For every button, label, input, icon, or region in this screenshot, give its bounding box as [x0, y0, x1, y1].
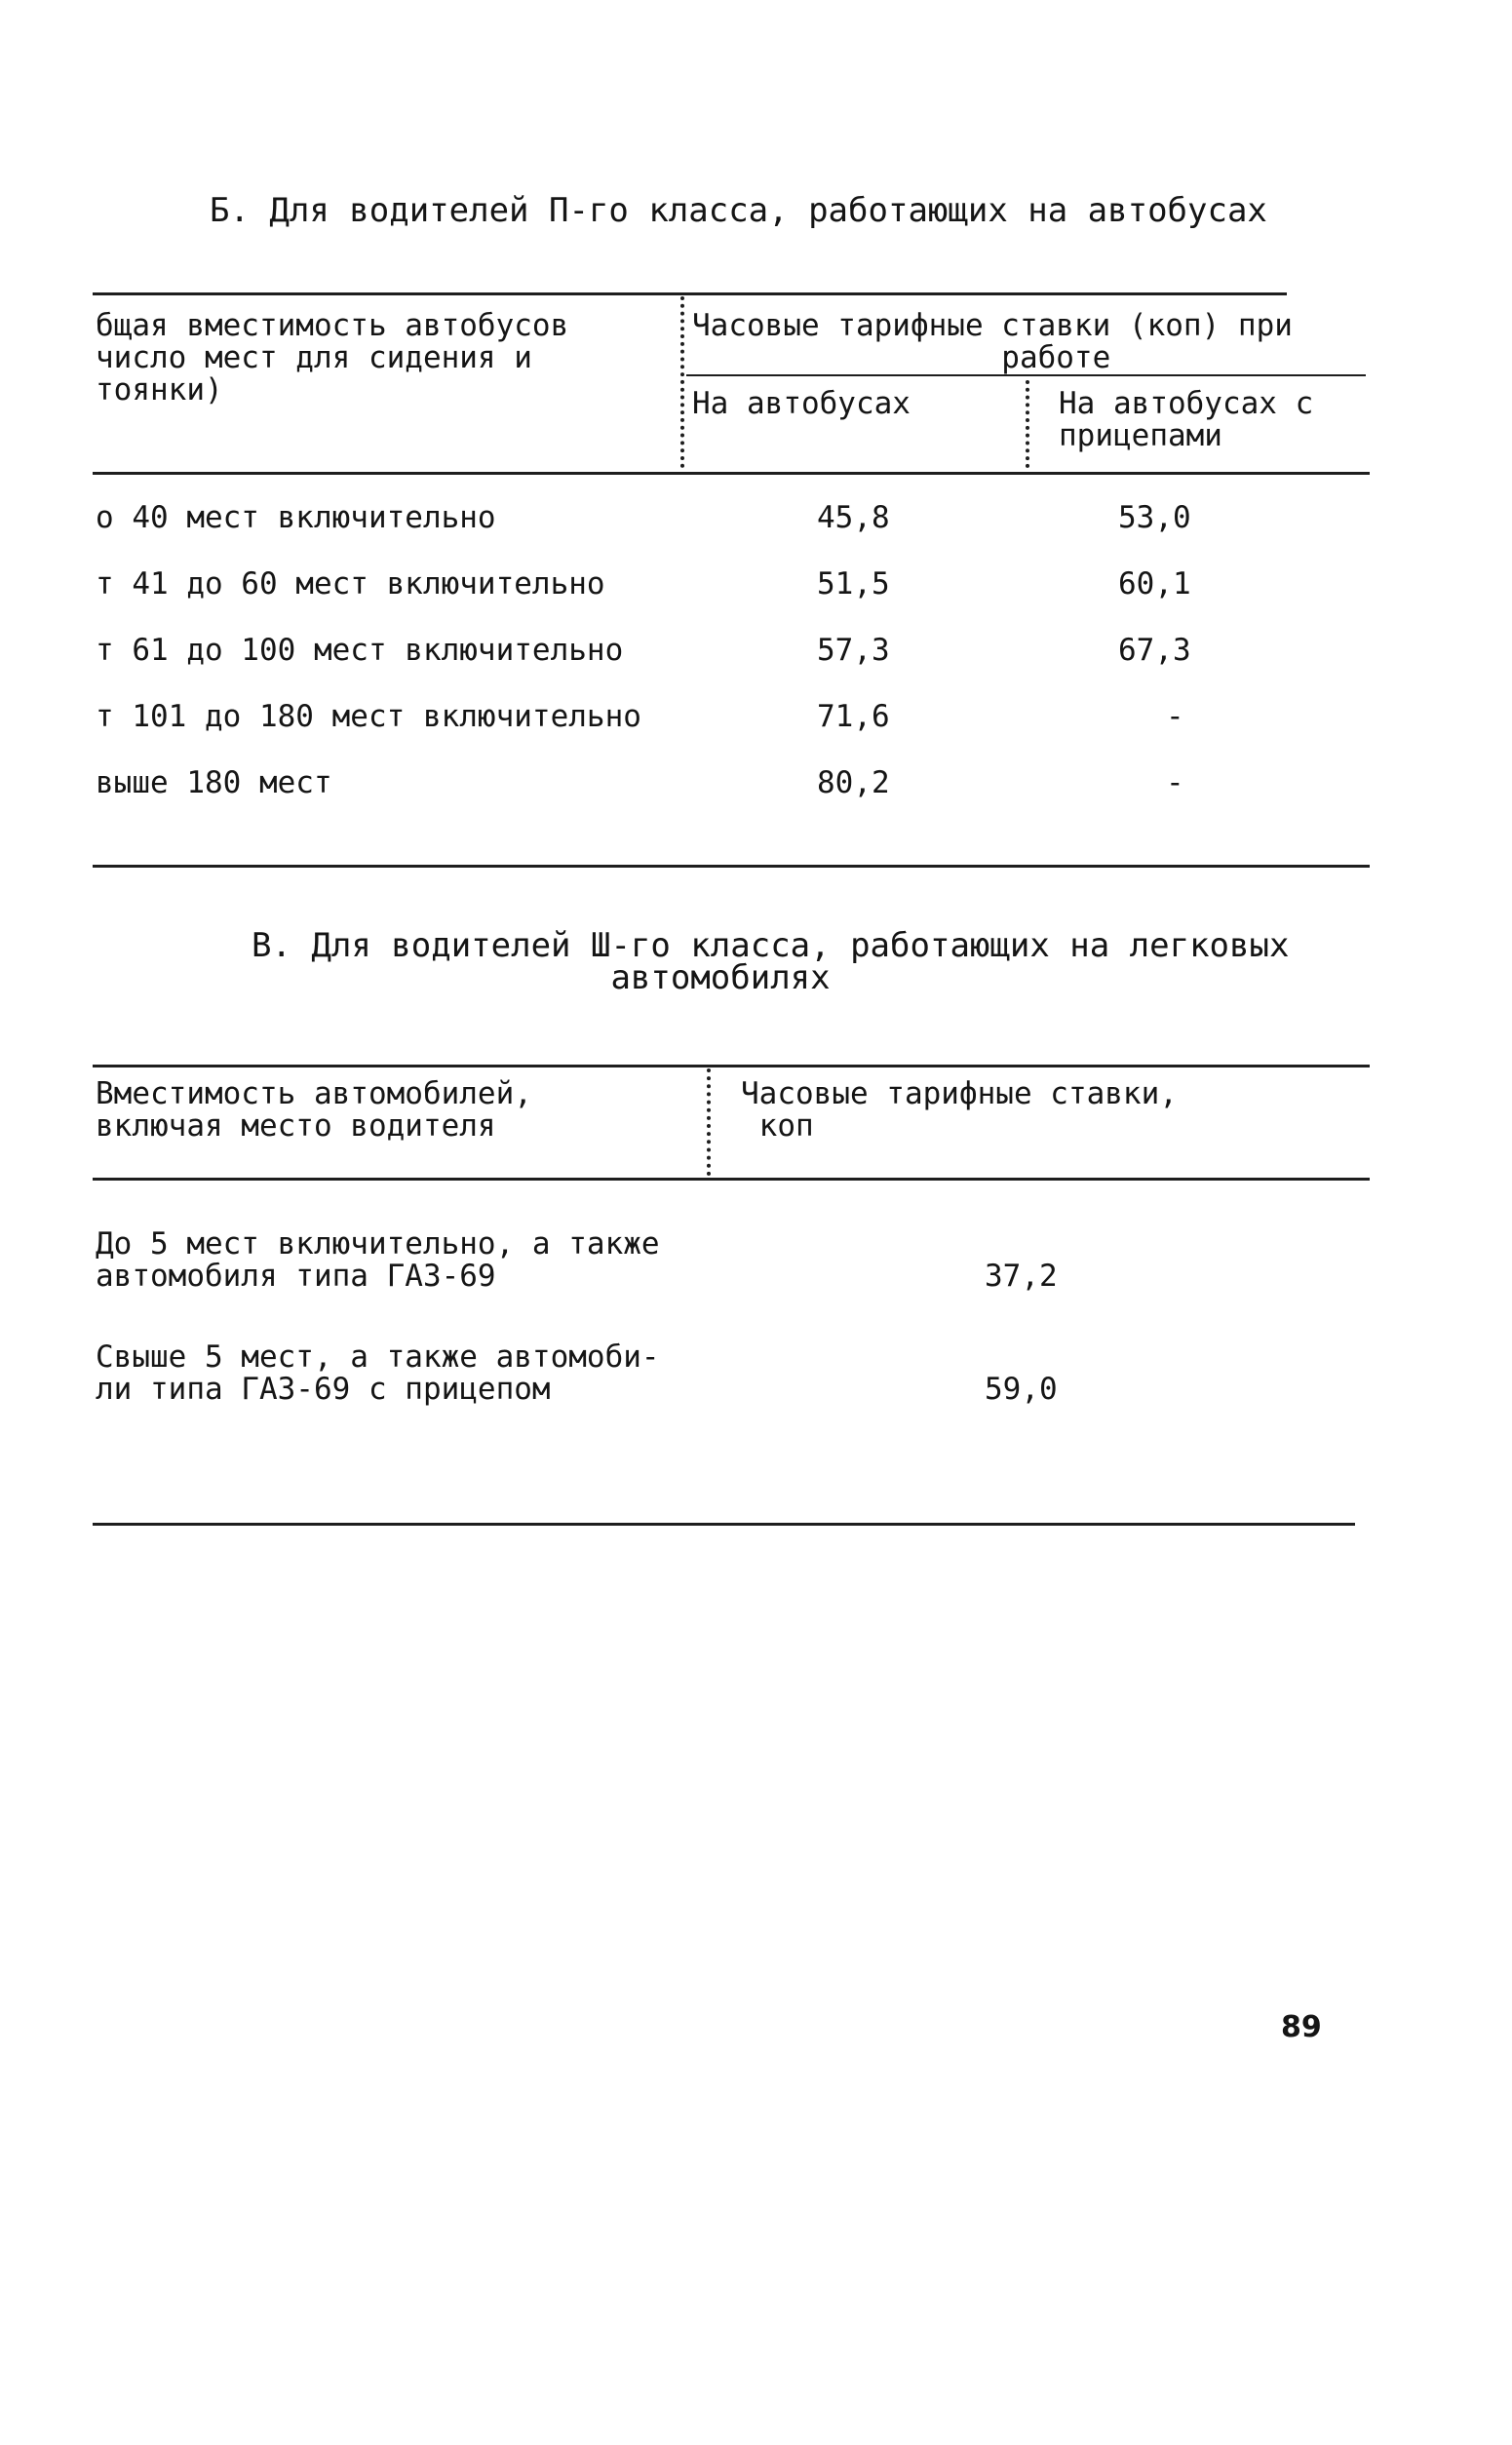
- row-label: о 40 мест включительно: [96, 500, 496, 535]
- row-label: выше 180 мест: [96, 765, 332, 800]
- table-b-top-rule: [93, 292, 1287, 295]
- table-b-header-hourly-rates: Часовые тарифные ставки (коп) при работе: [692, 308, 1293, 375]
- rate-value: 37,2: [985, 1259, 1058, 1294]
- row-label: т 61 до 100 мест включительно: [96, 633, 624, 668]
- rate-trailers: -: [1166, 699, 1184, 734]
- table-c-header-rule: [93, 1178, 1370, 1181]
- section-b-title: Б. Для водителей П-го класса, работающих на автобусах: [210, 191, 1267, 230]
- row-label: До 5 мест включительно, а также автомобиля типа ГАЗ-69: [96, 1226, 660, 1294]
- rate-buses: 57,3: [817, 633, 890, 668]
- rate-buses: 80,2: [817, 765, 890, 800]
- table-c-column-separator: [707, 1068, 711, 1176]
- rate-buses: 71,6: [817, 699, 890, 734]
- row-label: т 101 до 180 мест включительно: [96, 699, 641, 734]
- table-b-subheader-rule: [686, 374, 1366, 376]
- table-b-column-separator: [680, 296, 684, 468]
- rate-buses: 51,5: [817, 566, 890, 602]
- rate-trailers: 53,0: [1118, 500, 1191, 535]
- row-label: т 41 до 60 мест включительно: [96, 566, 605, 602]
- page-number: 89: [1281, 2010, 1322, 2044]
- table-b-subcolumn-separator: [1026, 380, 1029, 468]
- rate-buses: 45,8: [817, 500, 890, 535]
- rate-trailers: 60,1: [1118, 566, 1191, 602]
- rate-trailers: -: [1166, 765, 1184, 800]
- table-c-header-hourly-rates: Часовые тарифные ставки, коп: [741, 1076, 1178, 1144]
- table-c-bottom-rule: [93, 1523, 1355, 1526]
- rate-value: 59,0: [985, 1372, 1058, 1407]
- table-b-header-rule: [93, 472, 1370, 475]
- rate-trailers: 67,3: [1118, 633, 1191, 668]
- row-label: Свыше 5 мест, а также автомоби- ли типа ГАЗ-69 с прицепом: [96, 1339, 660, 1407]
- table-b-header-capacity: бщая вместимость автобусов число мест для сидения и тоянки): [96, 308, 569, 408]
- table-b-header-buses-with-trailers: На автобусах с прицепами: [1059, 386, 1314, 453]
- table-b-header-buses: На автобусах: [692, 386, 911, 421]
- table-c-top-rule: [93, 1065, 1370, 1067]
- section-c-title: В. Для водителей Ш-го класса, работающих на легковых автомобилях: [252, 926, 1290, 997]
- table-c-header-capacity: Вместимость автомобилей, включая место водителя: [96, 1076, 532, 1144]
- table-b-bottom-rule: [93, 865, 1370, 868]
